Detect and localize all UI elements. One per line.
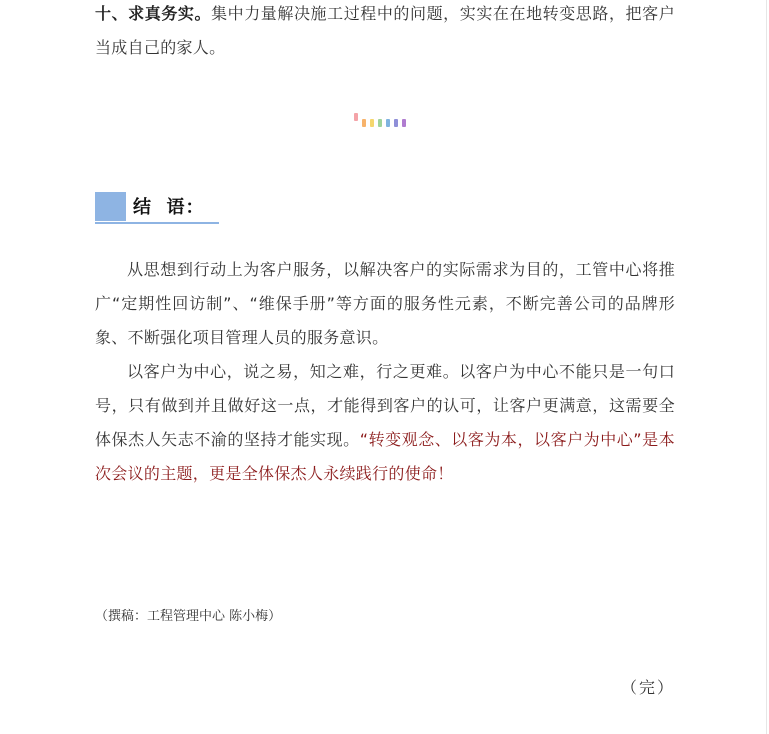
section-heading-text: 结 语：: [133, 197, 205, 218]
end-mark: （完）: [620, 678, 675, 697]
conclusion-body: [95, 253, 675, 491]
conclusion-paragraph-1: 从思想到行动上为客户服务，以解决客户的实际需求为目的，工管中心将推广“定期性回访制”、“维保手册”等方面的服务性元素，不断完善公司的品牌形象、不断强化项目管理人员的服务意识。: [95, 260, 675, 347]
section-heading: [95, 192, 219, 224]
author-credit: （撰稿：工程管理中心 陈小梅）: [95, 609, 282, 624]
conclusion-paragraph-2: [95, 355, 675, 491]
heading-underline: [95, 222, 219, 224]
intro-paragraph: [95, 0, 675, 65]
heading-accent-block: [95, 192, 126, 221]
intro-text: 集中力量解决施工过程中的问题，实实在在地转变思路，把客户当成自己的家人。: [95, 4, 675, 57]
intro-lead: 十、求真务实。: [95, 4, 212, 23]
page-edge-divider: [766, 0, 767, 734]
divider-dot: [394, 119, 398, 127]
divider-dot: [378, 119, 382, 127]
divider-dot: [402, 119, 406, 127]
divider-dot: [362, 119, 366, 127]
paragraph-2-highlight: “转变观念、以客为本，以客户为中心”是本次会议的主题，更是全体保杰人永续践行的使命！: [95, 430, 675, 483]
paragraph-2-text: 以客户为中心，说之易，知之难，行之更难。以客户为中心不能只是一句口号，只有做到并且做好这一点，才能得到客户的认可，让客户更满意，这需要全体保杰人矢志不渝的坚持才能实现。: [95, 362, 675, 449]
divider-dot: [370, 119, 374, 127]
color-dot-divider: [354, 113, 414, 129]
divider-dot: [354, 113, 358, 121]
divider-dot: [386, 119, 390, 127]
